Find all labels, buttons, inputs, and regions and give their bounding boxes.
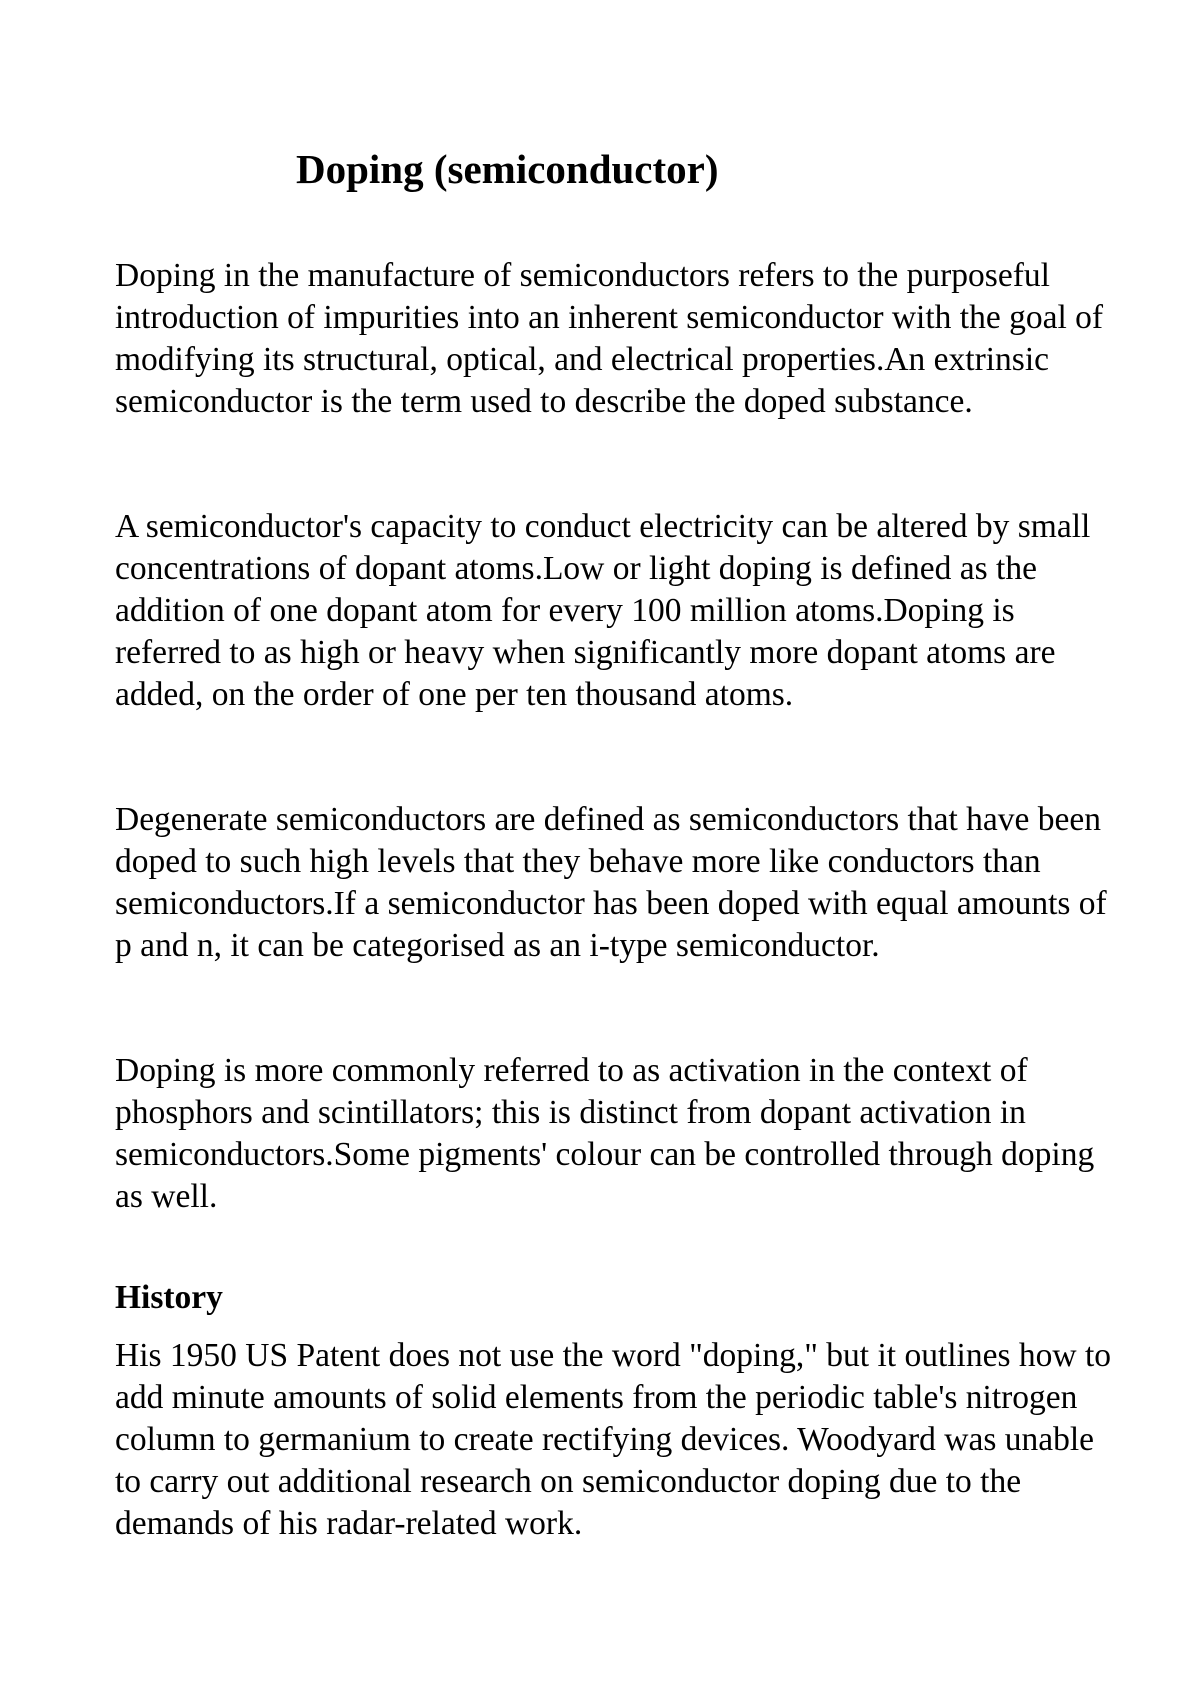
paragraph-dopant-concentration: A semiconductor's capacity to conduct electricity can be altered by small concentrations of dopant atoms.Low or light doping is defined as the addition of one dopant atom for every 100 million atoms.Doping is referred to as high or heavy when significantly more dopant atoms are added, on the order of one per ten thousand atoms.	[115, 508, 1091, 713]
paragraph-degenerate-semiconductors: Degenerate semiconductors are defined as semiconductors that have been doped to such high levels that they behave more like conductors than semiconductors.If a semiconductor has been doped with equal amounts of p and n, it can be categorised as an i-type semiconductor.	[115, 801, 1107, 964]
paragraph-doping-definition: Doping in the manufacture of semiconductors refers to the purposeful introduction of impurities into an inherent semiconductor with the goal of modifying its structural, optical, and electrical properties.An extrinsic semiconductor is the term used to describe the doped substance.	[115, 257, 1104, 420]
paragraph-history: His 1950 US Patent does not use the word "doping," but it outlines how to add minute amounts of solid elements from the periodic table's nitrogen column to germanium to create rectifying devices. Woodyard was unable to carry out additional research on semiconductor doping due to the demands of his radar-related work.	[115, 1337, 1112, 1542]
paragraph-activation: Doping is more commonly referred to as activation in the context of phosphors and scintillators; this is distinct from dopant activation in semiconductors.Some pigments' colour can be controlled through doping as well.	[115, 1052, 1095, 1215]
document-title: Doping (semiconductor)	[296, 146, 719, 192]
history-heading: History	[115, 1279, 223, 1316]
